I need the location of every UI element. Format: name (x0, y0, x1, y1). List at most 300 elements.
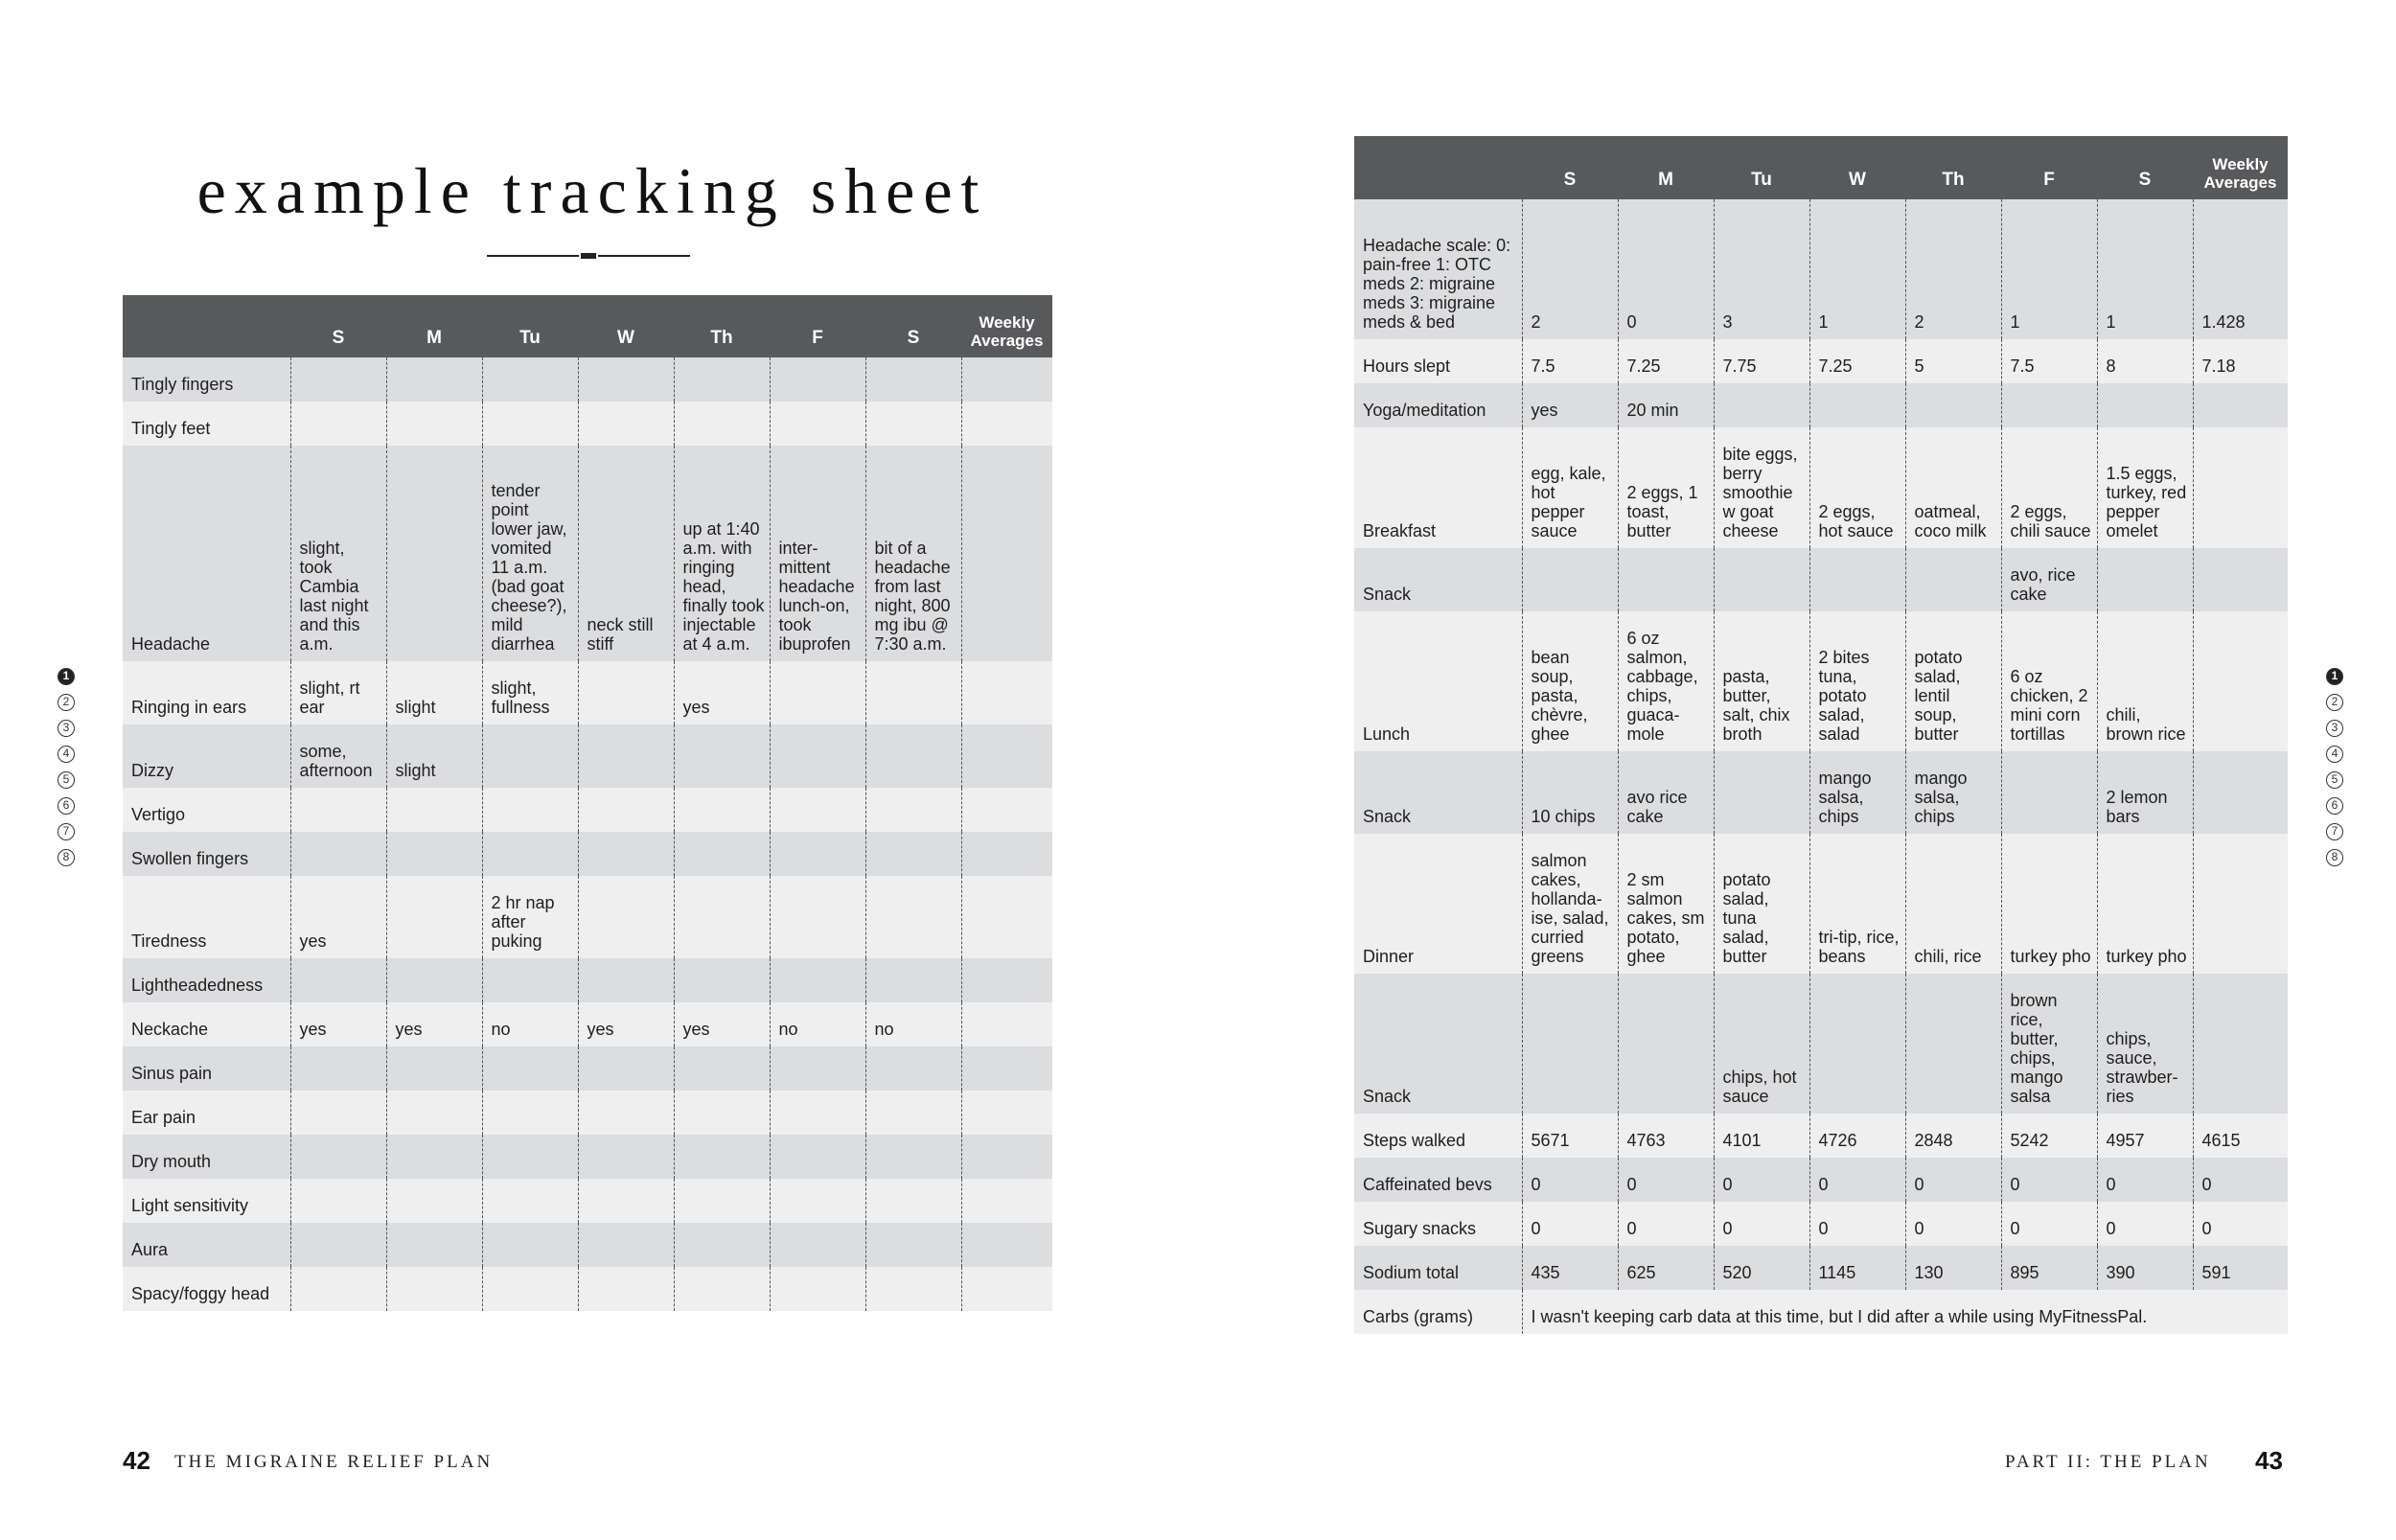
table-cell: 1 (1809, 199, 1905, 339)
table-row (1354, 834, 2288, 974)
table-row (1354, 548, 2288, 611)
table-cell (482, 1179, 578, 1223)
table-cell (1905, 974, 2001, 1114)
table-cell: 1 (2001, 199, 2097, 339)
table-cell: 5671 (1522, 1114, 1618, 1158)
table-cell (2097, 383, 2193, 427)
row-label: Lightheadedness (123, 958, 290, 1002)
table-cell (482, 1223, 578, 1267)
table-cell: slight, took Cambia last night and this a.m. (290, 446, 386, 661)
chapter-marker: 5 (2326, 771, 2343, 789)
header-cell: Weekly Averages (961, 295, 1052, 357)
table-cell: slight (386, 661, 482, 724)
table-cell (290, 1135, 386, 1179)
table-cell: no (482, 1002, 578, 1046)
table-cell (865, 1223, 961, 1267)
table-row (123, 1179, 1052, 1223)
table-row (1354, 427, 2288, 548)
table-cell: 7.25 (1809, 339, 1905, 383)
table-row (123, 1046, 1052, 1091)
table-cell: 2 bites tuna, potato salad, salad (1809, 611, 1905, 751)
table-cell (961, 958, 1052, 1002)
header-cell: S (290, 295, 386, 357)
table-cell (1905, 383, 2001, 427)
table-cell (290, 958, 386, 1002)
table-cell (674, 788, 770, 832)
title-ornament (487, 253, 690, 259)
table-cell: 0 (1809, 1202, 1905, 1246)
table-cell (674, 832, 770, 876)
table-cell: tender point lower jaw, vomited 11 a.m. (bad goat cheese?), mild diarrhea (482, 446, 578, 661)
table-cell (386, 446, 482, 661)
page-number: 43 (2255, 1446, 2283, 1475)
row-label: Breakfast (1354, 427, 1522, 548)
table-cell (2097, 548, 2193, 611)
table-cell: 4957 (2097, 1114, 2193, 1158)
table-cell: 1145 (1809, 1246, 1905, 1290)
header-cell: F (770, 295, 865, 357)
table-cell (770, 1135, 865, 1179)
table-cell (961, 788, 1052, 832)
header-cell: Tu (1714, 136, 1809, 199)
table-cell (961, 402, 1052, 446)
table-cell: chili, rice (1905, 834, 2001, 974)
row-label: Aura (123, 1223, 290, 1267)
table-cell: slight, fullness (482, 661, 578, 724)
row-label: Lunch (1354, 611, 1522, 751)
table-cell (578, 1135, 674, 1179)
row-label: Ear pain (123, 1091, 290, 1135)
right-page (1198, 0, 2396, 1540)
table-cell (2193, 611, 2288, 751)
table-cell (770, 876, 865, 958)
table-row (123, 1091, 1052, 1135)
row-label: Swollen fingers (123, 832, 290, 876)
row-label: Tingly feet (123, 402, 290, 446)
table-cell: 0 (1618, 199, 1714, 339)
table-cell: 2 eggs, chili sauce (2001, 427, 2097, 548)
table-cell: potato salad, tuna salad, butter (1714, 834, 1809, 974)
table-cell (578, 1223, 674, 1267)
table-cell: avo, rice cake (2001, 548, 2097, 611)
header-cell: S (1522, 136, 1618, 199)
table-cell: 2 sm salmon cakes, sm potato, ghee (1618, 834, 1714, 974)
table-cell: 520 (1714, 1246, 1809, 1290)
table-cell (961, 446, 1052, 661)
header-cell: W (578, 295, 674, 357)
table-cell (674, 724, 770, 788)
table-cell: 0 (1618, 1158, 1714, 1202)
table-cell (961, 724, 1052, 788)
table-cell: 7.18 (2193, 339, 2288, 383)
table-cell (482, 958, 578, 1002)
table-cell (674, 1091, 770, 1135)
table-cell: 2 lemon bars (2097, 751, 2193, 834)
table-cell: 591 (2193, 1246, 2288, 1290)
table-cell (578, 357, 674, 402)
header-cell: W (1809, 136, 1905, 199)
table-cell: 5242 (2001, 1114, 2097, 1158)
table-cell (961, 661, 1052, 724)
table-cell (674, 1267, 770, 1311)
table-cell (290, 1046, 386, 1091)
table-cell: brown rice, butter, chips, mango salsa (2001, 974, 2097, 1114)
table-cell (578, 724, 674, 788)
table-row (1354, 1290, 2288, 1334)
header-cell: Tu (482, 295, 578, 357)
table-cell (386, 1046, 482, 1091)
running-head: PART II: THE PLAN (2005, 1452, 2211, 1472)
row-label: Carbs (grams) (1354, 1290, 1522, 1334)
table-cell (1714, 751, 1809, 834)
table-row (1354, 611, 2288, 751)
table-cell: turkey pho (2001, 834, 2097, 974)
table-row (1354, 1114, 2288, 1158)
table-cell: 2848 (1905, 1114, 2001, 1158)
table-cell: pasta, butter, salt, chix broth (1714, 611, 1809, 751)
table-cell (770, 1223, 865, 1267)
table-cell (482, 1135, 578, 1179)
header-cell: Weekly Averages (2193, 136, 2288, 199)
header-cell: S (865, 295, 961, 357)
table-cell: 390 (2097, 1246, 2193, 1290)
table-cell (1905, 548, 2001, 611)
row-label: Snack (1354, 548, 1522, 611)
chapter-marker: 8 (2326, 849, 2343, 866)
table-cell: yes (290, 1002, 386, 1046)
table-cell (482, 832, 578, 876)
table-cell (2193, 751, 2288, 834)
table-cell (865, 661, 961, 724)
table-cell (578, 1091, 674, 1135)
table-row (123, 788, 1052, 832)
table-cell: 0 (1618, 1202, 1714, 1246)
table-cell: 8 (2097, 339, 2193, 383)
table-cell: 1.5 eggs, turkey, red pepper omelet (2097, 427, 2193, 548)
table-cell: slight (386, 724, 482, 788)
table-cell: 0 (2193, 1158, 2288, 1202)
table-cell: 5 (1905, 339, 2001, 383)
row-label: Sugary snacks (1354, 1202, 1522, 1246)
table-row (123, 402, 1052, 446)
table-cell (2193, 548, 2288, 611)
row-label: Caffeinated bevs (1354, 1158, 1522, 1202)
table-cell (865, 402, 961, 446)
table-row (1354, 1246, 2288, 1290)
row-label: Neckache (123, 1002, 290, 1046)
table-cell (578, 876, 674, 958)
table-cell (290, 357, 386, 402)
table-cell (290, 1223, 386, 1267)
table-row (123, 357, 1052, 402)
table-cell (2193, 427, 2288, 548)
table-row (123, 958, 1052, 1002)
table-cell: mango salsa, chips (1809, 751, 1905, 834)
table-cell: 0 (1714, 1202, 1809, 1246)
table-cell: 6 oz chicken, 2 mini corn tortillas (2001, 611, 2097, 751)
row-label: Headache (123, 446, 290, 661)
table-cell (290, 1179, 386, 1223)
header-cell (1354, 136, 1522, 199)
table-cell (865, 958, 961, 1002)
table-row (123, 876, 1052, 958)
table-cell (482, 1267, 578, 1311)
row-label: Tiredness (123, 876, 290, 958)
table-cell (1522, 974, 1618, 1114)
table-row (1354, 974, 2288, 1114)
table-row (123, 1223, 1052, 1267)
table-cell (1714, 383, 1809, 427)
table-cell: yes (578, 1002, 674, 1046)
table-cell: yes (290, 876, 386, 958)
table-cell: 625 (1618, 1246, 1714, 1290)
chapter-marker: 3 (2326, 720, 2343, 737)
row-label: Hours slept (1354, 339, 1522, 383)
table-cell: chips, sauce, strawber-ries (2097, 974, 2193, 1114)
table-cell: 2 (1905, 199, 2001, 339)
table-cell (961, 1046, 1052, 1091)
chapter-marker: 1 (2326, 668, 2343, 685)
table-cell (1809, 548, 1905, 611)
table-cell (578, 1046, 674, 1091)
table-cell: 0 (2001, 1158, 2097, 1202)
row-label: Sinus pain (123, 1046, 290, 1091)
table-row (1354, 1158, 2288, 1202)
table-cell: 4615 (2193, 1114, 2288, 1158)
table-cell (961, 876, 1052, 958)
chapter-markers-right (2326, 668, 2347, 875)
table-cell: slight, rt ear (290, 661, 386, 724)
row-label: Tingly fingers (123, 357, 290, 402)
table-row (1354, 1202, 2288, 1246)
row-label: Dinner (1354, 834, 1522, 974)
table-cell: 7.25 (1618, 339, 1714, 383)
table-cell (1809, 383, 1905, 427)
table-cell (2193, 383, 2288, 427)
table-row (123, 832, 1052, 876)
table-cell: bean soup, pasta, chèvre, ghee (1522, 611, 1618, 751)
table-cell (961, 357, 1052, 402)
table-cell: 6 oz salmon, cabbage, chips, guaca-mole (1618, 611, 1714, 751)
table-cell: 4763 (1618, 1114, 1714, 1158)
table-cell (578, 402, 674, 446)
table-cell (865, 788, 961, 832)
table-cell: some, afternoon (290, 724, 386, 788)
table-cell (1618, 548, 1714, 611)
table-cell (961, 832, 1052, 876)
table-cell: 2 eggs, hot sauce (1809, 427, 1905, 548)
table-cell (386, 1179, 482, 1223)
table-cell: avo rice cake (1618, 751, 1714, 834)
table-cell: salmon cakes, hollanda-ise, salad, curried greens (1522, 834, 1618, 974)
table-cell (482, 1091, 578, 1135)
table-cell (578, 1267, 674, 1311)
table-row (123, 724, 1052, 788)
running-head: THE MIGRAINE RELIEF PLAN (174, 1452, 494, 1472)
table-cell: 0 (2097, 1158, 2193, 1202)
page-number: 42 (123, 1446, 150, 1475)
table-cell (386, 1223, 482, 1267)
chapter-marker: 8 (58, 849, 75, 866)
table-row (1354, 199, 2288, 339)
table-cell: 10 chips (1522, 751, 1618, 834)
table-cell (578, 788, 674, 832)
symptom-rows (123, 357, 1052, 1311)
chapter-marker: 2 (2326, 694, 2343, 711)
chapter-marker: 5 (58, 771, 75, 789)
row-label: Dry mouth (123, 1135, 290, 1179)
header-cell: F (2001, 136, 2097, 199)
table-cell (865, 1267, 961, 1311)
row-label: Vertigo (123, 788, 290, 832)
table-cell: 7.5 (2001, 339, 2097, 383)
table-cell: 4101 (1714, 1114, 1809, 1158)
table-cell (674, 357, 770, 402)
table-cell (482, 1046, 578, 1091)
symptom-tracking-table (123, 295, 1052, 1311)
table-cell (290, 402, 386, 446)
row-label: Snack (1354, 751, 1522, 834)
table-cell (2193, 834, 2288, 974)
row-label: Ringing in ears (123, 661, 290, 724)
table-cell (290, 1267, 386, 1311)
table-cell (674, 402, 770, 446)
table-cell: yes (674, 1002, 770, 1046)
table-cell (865, 1091, 961, 1135)
table-cell (482, 724, 578, 788)
table-cell: 0 (1905, 1202, 2001, 1246)
table-cell (865, 832, 961, 876)
page-title: example tracking sheet (196, 154, 988, 227)
table-cell: 2 hr nap after puking (482, 876, 578, 958)
table-cell: 0 (2001, 1202, 2097, 1246)
table-cell (770, 1179, 865, 1223)
table-cell: oatmeal, coco milk (1905, 427, 2001, 548)
table-row (1354, 383, 2288, 427)
table-row (1354, 751, 2288, 834)
table-cell: 0 (1522, 1158, 1618, 1202)
table-cell (482, 402, 578, 446)
table-cell (482, 788, 578, 832)
chapter-marker: 7 (58, 823, 75, 840)
row-label: Steps walked (1354, 1114, 1522, 1158)
table-cell: yes (386, 1002, 482, 1046)
table-cell (674, 876, 770, 958)
table-cell: neck still stiff (578, 446, 674, 661)
header-cell: Th (674, 295, 770, 357)
carbs-note: I wasn't keeping carb data at this time, but I did after a while using MyFitnessPal. (1522, 1290, 2288, 1334)
table-cell (2193, 974, 2288, 1114)
table-cell (770, 357, 865, 402)
chapter-marker: 6 (58, 797, 75, 815)
table-cell (386, 876, 482, 958)
table-cell: yes (674, 661, 770, 724)
table-cell: bite eggs, berry smoothie w goat cheese (1714, 427, 1809, 548)
table-cell (2001, 751, 2097, 834)
table-cell (961, 1179, 1052, 1223)
table-cell (770, 788, 865, 832)
row-label: Snack (1354, 974, 1522, 1114)
table-cell: 0 (1714, 1158, 1809, 1202)
table-cell: 2 (1522, 199, 1618, 339)
table-cell (770, 1046, 865, 1091)
table-cell (770, 402, 865, 446)
table-cell (386, 832, 482, 876)
table-cell (1618, 974, 1714, 1114)
table-cell (674, 1179, 770, 1223)
table-cell: no (865, 1002, 961, 1046)
table-cell (1809, 974, 1905, 1114)
table-cell (290, 1091, 386, 1135)
table-cell: mango salsa, chips (1905, 751, 2001, 834)
chapter-markers-left (58, 668, 79, 875)
table-cell: 435 (1522, 1246, 1618, 1290)
table-cell: 0 (1905, 1158, 2001, 1202)
table-cell (386, 958, 482, 1002)
table-cell (386, 1135, 482, 1179)
chapter-marker: 7 (2326, 823, 2343, 840)
table-cell: 7.75 (1714, 339, 1809, 383)
chapter-marker: 4 (58, 746, 75, 763)
table-cell: 7.5 (1522, 339, 1618, 383)
table-cell (865, 1135, 961, 1179)
header-cell: M (386, 295, 482, 357)
table-cell (674, 1046, 770, 1091)
table-cell (674, 1135, 770, 1179)
table-cell (865, 357, 961, 402)
table-cell: 0 (1522, 1202, 1618, 1246)
table-cell (770, 661, 865, 724)
chapter-marker: 3 (58, 720, 75, 737)
table-cell: up at 1:40 a.m. with ringing head, finally took injectable at 4 a.m. (674, 446, 770, 661)
table-cell (961, 1223, 1052, 1267)
table-row (123, 661, 1052, 724)
table-cell: 0 (1809, 1158, 1905, 1202)
table-row (123, 1267, 1052, 1311)
table-cell (770, 1267, 865, 1311)
table-cell (386, 1267, 482, 1311)
table-cell: turkey pho (2097, 834, 2193, 974)
table-cell: chili, brown rice (2097, 611, 2193, 751)
table-cell (961, 1135, 1052, 1179)
table-cell: 130 (1905, 1246, 2001, 1290)
table-cell (674, 958, 770, 1002)
row-label: Dizzy (123, 724, 290, 788)
table-cell: 4726 (1809, 1114, 1905, 1158)
table-row (123, 446, 1052, 661)
chapter-marker: 6 (2326, 797, 2343, 815)
chapter-marker: 1 (58, 668, 75, 685)
table-cell (865, 876, 961, 958)
table-cell (578, 832, 674, 876)
table-cell: tri-tip, rice, beans (1809, 834, 1905, 974)
table-cell: 1 (2097, 199, 2193, 339)
table-cell: egg, kale, hot pepper sauce (1522, 427, 1618, 548)
table-cell (386, 357, 482, 402)
table-cell (770, 724, 865, 788)
table-cell (1522, 548, 1618, 611)
chapter-marker: 2 (58, 694, 75, 711)
table-cell (770, 958, 865, 1002)
daily-log-table (1354, 136, 2288, 1334)
table-cell (482, 357, 578, 402)
table-row (123, 1135, 1052, 1179)
table-cell (961, 1267, 1052, 1311)
table-cell (1714, 548, 1809, 611)
table-cell (386, 788, 482, 832)
row-label: Yoga/meditation (1354, 383, 1522, 427)
table-cell: bit of a headache from last night, 800 mg ibu @ 7:30 a.m. (865, 446, 961, 661)
